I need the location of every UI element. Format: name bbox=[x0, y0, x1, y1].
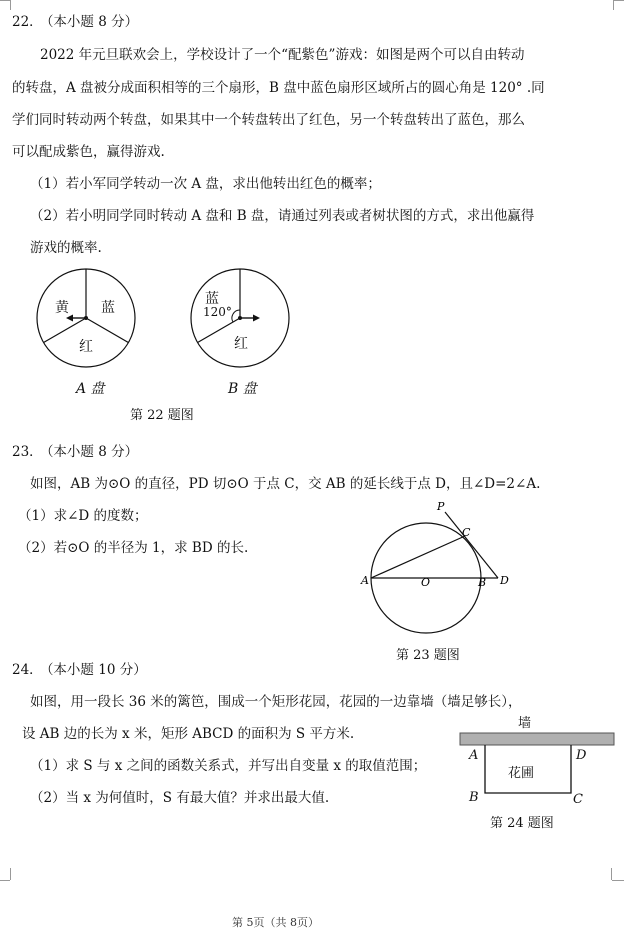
point-c-label: C bbox=[573, 792, 583, 807]
q23-text-line: 如图，AB 为⊙O 的直径，PD 切⊙O 于点 C，交 AB 的延长线于点 D，且∠D=2∠A. bbox=[30, 476, 541, 492]
q24-garden-figure bbox=[458, 730, 618, 810]
corner-mark bbox=[0, 880, 10, 881]
corner-mark bbox=[614, 0, 624, 1]
spinner-a-red-label: 红 bbox=[79, 339, 93, 355]
q24-subquestion-1: （1）求 S 与 x 之间的函数关系式，并写出自变量 x 的取值范围； bbox=[30, 758, 427, 774]
q22-text-line: 的转盘，A 盘被分成面积相等的三个扇形，B 盘中蓝色扇形区域所占的圆心角是 120° .同 bbox=[12, 80, 545, 96]
question-24-header bbox=[12, 658, 147, 678]
q23-figure-caption: 第 23 题图 bbox=[396, 648, 460, 663]
point-c-label: C bbox=[462, 526, 471, 539]
q23-subquestion-2: （2）若⊙O 的半径为 1，求 BD 的长. bbox=[18, 540, 249, 556]
q22-figure-caption: 第 22 题图 bbox=[130, 408, 194, 423]
q22-text-line: 2022 年元旦联欢会上，学校设计了一个“配紫色”游戏：如图是两个可以自由转动 bbox=[40, 47, 525, 63]
question-score: （本小题 10 分） bbox=[46, 662, 147, 678]
q24-figure-caption: 第 24 题图 bbox=[490, 816, 554, 831]
spinner-a-blue-label: 蓝 bbox=[101, 300, 115, 316]
point-a-label: A bbox=[361, 574, 369, 587]
q24-text-line: 如图，用一段长 36 米的篱笆，围成一个矩形花园，花园的一边靠墙（墙足够长）， bbox=[30, 694, 522, 710]
wall-label: 墙 bbox=[518, 716, 532, 731]
q22-subquestion-2-cont: 游戏的概率. bbox=[30, 240, 102, 256]
q22-text-line: 可以配成紫色，赢得游戏. bbox=[12, 144, 165, 160]
corner-mark bbox=[10, 868, 11, 880]
question-number: 22． bbox=[12, 14, 43, 30]
corner-mark bbox=[613, 0, 614, 10]
point-d-label: D bbox=[500, 574, 509, 587]
spinner-a-yellow-label: 黄 bbox=[55, 300, 69, 316]
question-number: 24． bbox=[12, 662, 43, 678]
question-number: 23． bbox=[12, 444, 43, 460]
q24-subquestion-2: （2）当 x 为何值时，S 有最大值？并求出最大值. bbox=[30, 790, 330, 806]
corner-mark bbox=[0, 0, 10, 1]
point-o-label: O bbox=[421, 576, 431, 589]
q22-subquestion-2: （2）若小明同学同时转动 A 盘和 B 盘，请通过列表或者树状图的方式，求出他赢得 bbox=[30, 208, 535, 224]
question-score: （本小题 8 分） bbox=[46, 14, 139, 30]
q23-geometry-figure bbox=[350, 498, 520, 638]
point-d-label: D bbox=[576, 748, 587, 763]
point-b-label: B bbox=[478, 576, 487, 589]
corner-mark bbox=[611, 868, 612, 880]
spinner-b-caption: B 盘 bbox=[228, 381, 257, 397]
corner-mark bbox=[10, 0, 11, 10]
q22-text-line: 学们同时转动两个转盘，如果其中一个转盘转出了红色，另一个转盘转出了蓝色，那么 bbox=[12, 112, 525, 128]
spinner-b-red-label: 红 bbox=[234, 336, 248, 352]
question-23-header bbox=[12, 440, 138, 460]
point-p-label: P bbox=[437, 500, 445, 513]
point-a-label: A bbox=[469, 748, 479, 763]
question-score: （本小题 8 分） bbox=[46, 444, 139, 460]
q24-text-line: 设 AB 边的长为 x 米，矩形 ABCD 的面积为 S 平方米. bbox=[22, 726, 355, 742]
spinner-b-angle-label: 120° bbox=[203, 305, 232, 319]
question-22-header bbox=[12, 10, 138, 30]
q22-subquestion-1: （1）若小军同学转动一次 A 盘，求出他转出红色的概率； bbox=[30, 176, 381, 192]
wall-bar bbox=[460, 733, 614, 745]
q23-subquestion-1: （1）求∠D 的度数； bbox=[18, 508, 148, 524]
page-footer: 第 5页（共 8页） bbox=[232, 916, 319, 929]
spinner-b-blue-label: 蓝 bbox=[205, 291, 219, 307]
spinner-a-caption: A 盘 bbox=[76, 381, 105, 397]
point-b-label: B bbox=[469, 790, 479, 805]
garden-label: 花圃 bbox=[508, 766, 535, 781]
corner-mark bbox=[612, 880, 624, 881]
